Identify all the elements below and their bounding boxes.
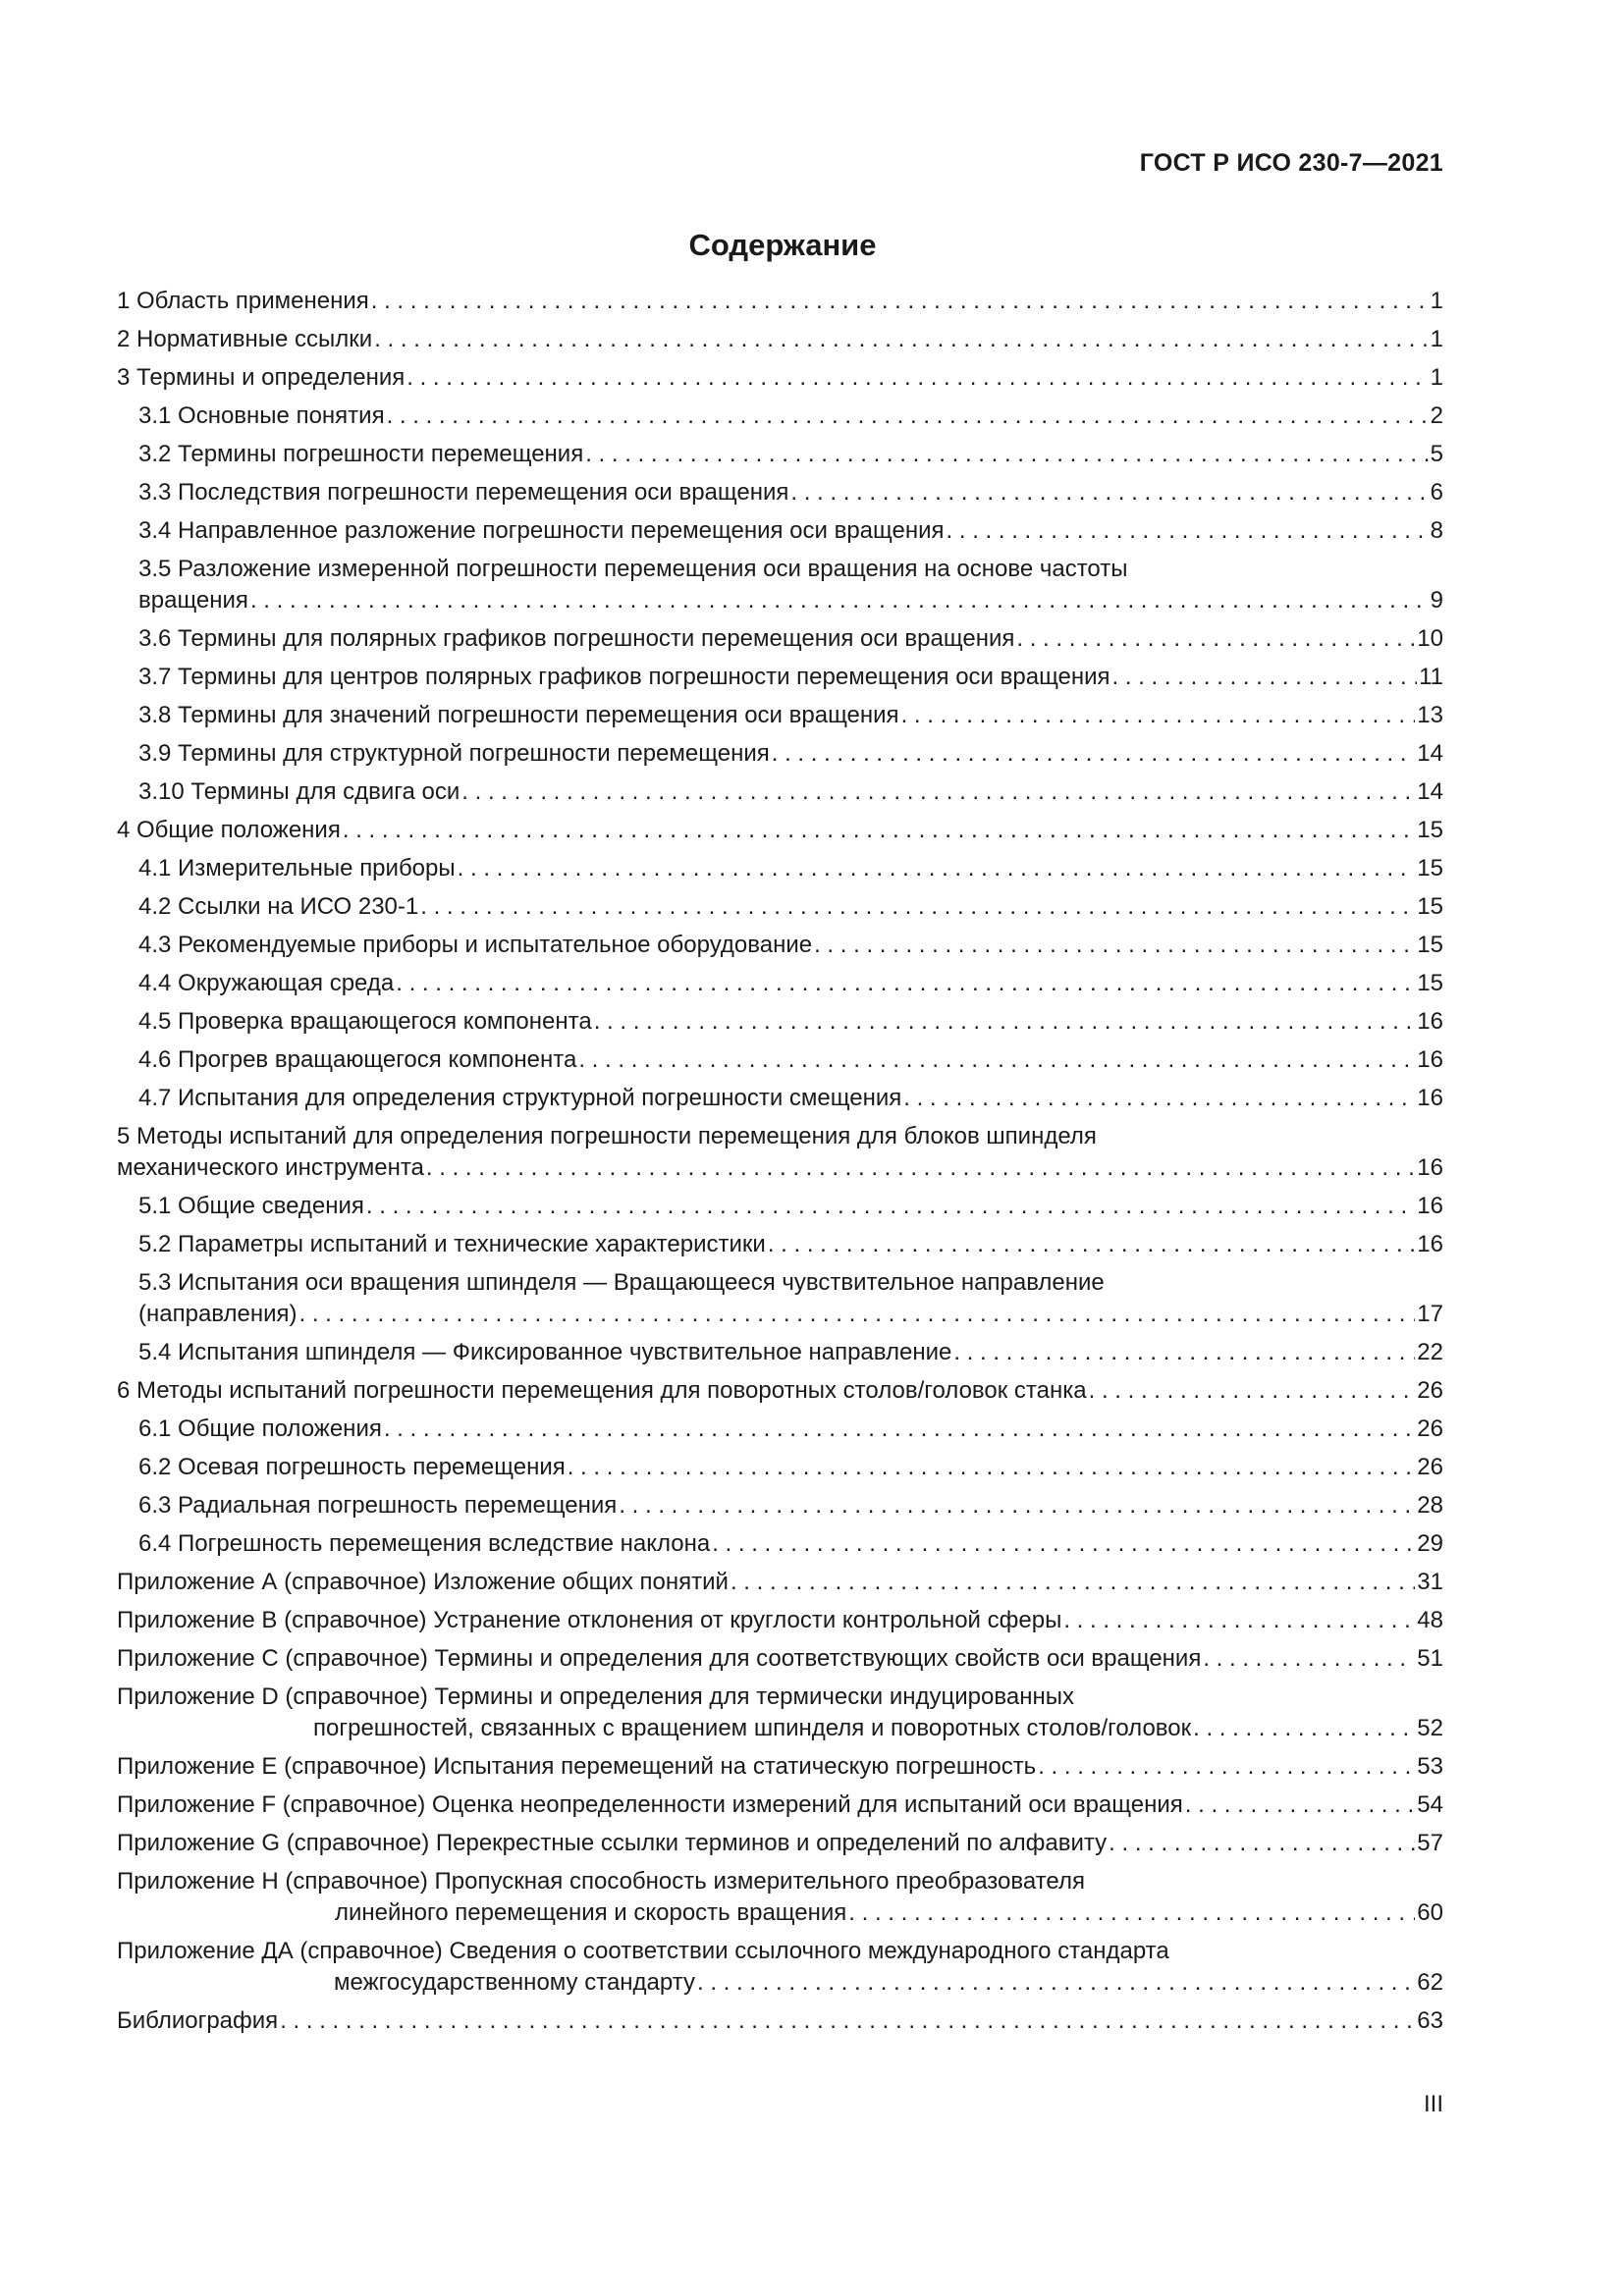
dot-leader xyxy=(947,515,1429,547)
toc-entry[interactable] xyxy=(117,1121,1443,1184)
toc-entry-page: 1 xyxy=(1430,364,1443,391)
toc-entry-title: Приложение А (справочное) Изложение общих понятий xyxy=(117,1569,729,1595)
toc-entry-page: 2 xyxy=(1430,402,1443,429)
toc-entry-title: 3.1 Основные понятия xyxy=(138,402,385,429)
toc-entry[interactable] xyxy=(117,554,1443,616)
toc-title: Содержание xyxy=(688,228,877,262)
toc-entry[interactable] xyxy=(117,2005,1443,2037)
dot-leader xyxy=(406,362,1428,394)
toc-entry-title: 2 Нормативные ссылки xyxy=(117,326,373,352)
toc-entry-title: 3.7 Термины для центров полярных графиков погрешности перемещения оси вращения xyxy=(138,664,1110,690)
dot-leader xyxy=(772,738,1416,770)
dot-leader xyxy=(1185,1789,1416,1821)
toc-entry[interactable] xyxy=(117,1789,1443,1821)
dot-leader xyxy=(585,439,1428,470)
toc-entry-title: 4.2 Ссылки на ИСО 230-1 xyxy=(138,893,419,920)
dot-leader xyxy=(384,1414,1415,1445)
dot-leader xyxy=(461,776,1415,808)
toc-entry-page: 15 xyxy=(1417,817,1443,843)
dot-leader xyxy=(578,1044,1415,1076)
toc-entry-page: 16 xyxy=(1417,1154,1443,1181)
toc-entry-page: 52 xyxy=(1417,1715,1443,1741)
toc-entry-page: 10 xyxy=(1417,625,1443,652)
toc-entry-page: 15 xyxy=(1417,855,1443,881)
toc-entry[interactable] xyxy=(117,1375,1443,1407)
toc-entry-title: 3.4 Направленное разложение погрешности перемещения оси вращения xyxy=(138,517,945,544)
toc-entry[interactable] xyxy=(117,1006,1443,1038)
dot-leader xyxy=(250,585,1429,616)
dot-leader xyxy=(420,891,1415,923)
toc-entry[interactable] xyxy=(117,1682,1443,1744)
toc-entry[interactable] xyxy=(117,400,1443,432)
dot-leader xyxy=(343,815,1415,846)
toc-entry-title: Приложение ДА (справочное) Сведения о соответствии ссылочного международного стандарта xyxy=(117,1938,1169,1964)
toc-entry-title: 3.8 Термины для значений погрешности перемещения оси вращения xyxy=(138,702,899,728)
dot-leader xyxy=(712,1528,1415,1560)
toc-entry-title: погрешностей, связанных с вращением шпинделя и поворотных столов/головок xyxy=(313,1715,1192,1741)
dot-leader xyxy=(1038,1751,1415,1783)
toc-entry-page: 16 xyxy=(1417,1008,1443,1035)
toc-entry-page: 48 xyxy=(1417,1607,1443,1633)
toc-entry[interactable] xyxy=(117,324,1443,355)
toc-entry-title: 3 Термины и определения xyxy=(117,364,406,391)
toc-entry-title: 3.3 Последствия погрешности перемещения оси вращения xyxy=(138,479,789,506)
toc-entry[interactable] xyxy=(117,1267,1443,1330)
toc-entry-page: 57 xyxy=(1417,1830,1443,1856)
toc-entry[interactable] xyxy=(117,1044,1443,1076)
document-id-header: ГОСТ Р ИСО 230-7—2021 xyxy=(1139,149,1443,177)
toc-entry-page: 11 xyxy=(1419,664,1443,690)
toc-entry-title: 6.1 Общие положения xyxy=(138,1415,382,1442)
toc-entry-title: (направления) xyxy=(138,1301,298,1327)
toc-entry[interactable] xyxy=(117,776,1443,808)
toc-entry[interactable] xyxy=(117,1828,1443,1859)
toc-entry-title: Приложение D (справочное) Термины и определения для термически индуцированных xyxy=(117,1683,1074,1710)
toc-entry-title: Приложение Н (справочное) Пропускная способность измерительного преобразователя xyxy=(117,1868,1085,1895)
toc-entry-title: 6.3 Радиальная погрешность перемещения xyxy=(138,1492,618,1519)
dot-leader xyxy=(458,853,1416,884)
toc-entry-page: 14 xyxy=(1417,740,1443,767)
toc-entry-title: 5.3 Испытания оси вращения шпинделя — Вращающееся чувствительное направление xyxy=(138,1269,1105,1296)
toc-entry-title: линейного перемещения и скорость вращения xyxy=(335,1899,847,1926)
toc-entry-title: 4 Общие положения xyxy=(117,817,341,843)
toc-entry[interactable] xyxy=(117,1567,1443,1598)
toc-entry[interactable] xyxy=(117,477,1443,508)
dot-leader xyxy=(594,1006,1416,1038)
toc-entry-page: 15 xyxy=(1417,970,1443,996)
toc-entry[interactable] xyxy=(117,853,1443,884)
dot-leader xyxy=(280,2005,1415,2037)
toc-entry-page: 60 xyxy=(1417,1899,1443,1926)
toc-entry-page: 28 xyxy=(1417,1492,1443,1519)
toc-entry-page: 5 xyxy=(1430,441,1443,467)
toc-entry-page: 1 xyxy=(1430,326,1443,352)
toc-entry[interactable] xyxy=(117,1751,1443,1783)
dot-leader xyxy=(901,700,1416,731)
dot-leader xyxy=(619,1490,1415,1522)
toc-entry[interactable] xyxy=(117,738,1443,770)
toc-entry-title: 6.2 Осевая погрешность перемещения xyxy=(138,1454,566,1480)
dot-leader xyxy=(697,1967,1415,1999)
toc-entry-page: 26 xyxy=(1417,1454,1443,1480)
dot-leader xyxy=(814,930,1415,961)
toc-entry-page: 14 xyxy=(1417,778,1443,805)
dot-leader xyxy=(731,1567,1415,1598)
toc-entry-title: 4.3 Рекомендуемые приборы и испытательное оборудование xyxy=(138,932,813,958)
toc-entry-title: Приложение С (справочное) Термины и определения для соответствующих свойств оси вращения xyxy=(117,1645,1202,1672)
toc-entry-page: 54 xyxy=(1417,1791,1443,1818)
dot-leader xyxy=(387,400,1429,432)
toc-entry[interactable] xyxy=(117,815,1443,846)
dot-leader xyxy=(1109,1828,1415,1859)
toc-entry[interactable] xyxy=(117,286,1443,317)
toc-entry-page: 29 xyxy=(1417,1530,1443,1557)
dot-leader xyxy=(568,1452,1416,1483)
toc-entry-page: 17 xyxy=(1417,1301,1443,1327)
toc-entry[interactable] xyxy=(117,515,1443,547)
dot-leader xyxy=(1016,623,1415,655)
toc-entry-page: 22 xyxy=(1417,1339,1443,1365)
toc-entry-page: 8 xyxy=(1430,517,1443,544)
dot-leader xyxy=(903,1083,1415,1114)
table-of-contents xyxy=(117,286,1443,2044)
dot-leader xyxy=(953,1337,1415,1368)
toc-entry-title: 5.4 Испытания шпинделя — Фиксированное чувствительное направление xyxy=(138,1339,952,1365)
toc-entry-title: Приложение F (справочное) Оценка неопределенности измерений для испытаний оси вращения xyxy=(117,1791,1183,1818)
toc-entry-title: 5.1 Общие сведения xyxy=(138,1193,364,1219)
toc-entry[interactable] xyxy=(117,700,1443,731)
dot-leader xyxy=(366,1191,1415,1222)
toc-entry-title: Приложение В (справочное) Устранение отклонения от круглости контрольной сферы xyxy=(117,1607,1062,1633)
dot-leader xyxy=(426,1152,1415,1184)
toc-entry-title: 3.10 Термины для сдвига оси xyxy=(138,778,460,805)
toc-entry-page: 16 xyxy=(1417,1231,1443,1257)
toc-entry[interactable] xyxy=(117,1490,1443,1522)
toc-entry-page: 63 xyxy=(1417,2007,1443,2034)
toc-entry[interactable] xyxy=(117,1414,1443,1445)
toc-entry-page: 9 xyxy=(1430,587,1443,614)
dot-leader xyxy=(1063,1605,1415,1636)
dot-leader xyxy=(374,324,1428,355)
toc-entry[interactable] xyxy=(117,1528,1443,1560)
toc-entry-title: 4.6 Прогрев вращающегося компонента xyxy=(138,1046,577,1073)
toc-entry-title: 4.4 Окружающая среда xyxy=(138,970,395,996)
toc-entry-title: 3.5 Разложение измеренной погрешности перемещения оси вращения на основе частоты xyxy=(138,556,1128,582)
toc-entry-page: 53 xyxy=(1417,1753,1443,1780)
toc-entry[interactable] xyxy=(117,1605,1443,1636)
toc-entry-title: 4.7 Испытания для определения структурной погрешности смещения xyxy=(138,1085,902,1111)
toc-entry[interactable] xyxy=(117,1191,1443,1222)
toc-entry-title: 4.5 Проверка вращающегося компонента xyxy=(138,1008,592,1035)
toc-entry[interactable] xyxy=(117,930,1443,961)
toc-entry[interactable] xyxy=(117,362,1443,394)
dot-leader xyxy=(1203,1643,1415,1675)
toc-entry-title: вращения xyxy=(138,587,248,614)
toc-entry-title: межгосударственному стандарту xyxy=(334,1969,695,1996)
toc-entry[interactable] xyxy=(117,968,1443,999)
toc-entry-title: 5.2 Параметры испытаний и технические характеристики xyxy=(138,1231,766,1257)
page-number: III xyxy=(1423,2091,1443,2117)
toc-entry[interactable] xyxy=(117,1337,1443,1368)
toc-entry-page: 62 xyxy=(1417,1969,1443,1996)
toc-entry-page: 15 xyxy=(1417,932,1443,958)
toc-entry-page: 16 xyxy=(1417,1193,1443,1219)
toc-entry-title: 1 Область применения xyxy=(117,288,369,314)
toc-entry[interactable] xyxy=(117,1083,1443,1114)
toc-entry-title: 3.6 Термины для полярных графиков погрешности перемещения оси вращения xyxy=(138,625,1015,652)
toc-entry-page: 26 xyxy=(1417,1415,1443,1442)
toc-entry-title: Приложение G (справочное) Перекрестные ссылки терминов и определений по алфавиту xyxy=(117,1830,1108,1856)
toc-entry[interactable] xyxy=(117,662,1443,693)
toc-entry[interactable] xyxy=(117,1229,1443,1260)
toc-entry-page: 6 xyxy=(1430,479,1443,506)
toc-entry[interactable] xyxy=(117,623,1443,655)
toc-entry-title: 3.2 Термины погрешности перемещения xyxy=(138,441,584,467)
toc-entry-page: 15 xyxy=(1417,893,1443,920)
dot-leader xyxy=(848,1897,1415,1929)
toc-entry-title: 5 Методы испытаний для определения погрешности перемещения для блоков шпинделя xyxy=(117,1123,1097,1149)
toc-entry-page: 16 xyxy=(1417,1046,1443,1073)
dot-leader xyxy=(1112,662,1418,693)
toc-entry[interactable] xyxy=(117,891,1443,923)
toc-entry-title: Приложение Е (справочное) Испытания перемещений на статическую погрешность xyxy=(117,1753,1037,1780)
toc-entry[interactable] xyxy=(117,1643,1443,1675)
dot-leader xyxy=(768,1229,1415,1260)
dot-leader xyxy=(790,477,1428,508)
toc-entry-title: 3.9 Термины для структурной погрешности перемещения xyxy=(138,740,770,767)
dot-leader xyxy=(298,1299,1415,1330)
dot-leader xyxy=(1193,1713,1415,1744)
toc-entry-title: Библиография xyxy=(117,2007,279,2034)
toc-entry-page: 13 xyxy=(1417,702,1443,728)
toc-entry[interactable] xyxy=(117,1452,1443,1483)
toc-entry-page: 16 xyxy=(1417,1085,1443,1111)
toc-entry[interactable] xyxy=(117,1936,1443,1999)
toc-entry-title: 6.4 Погрешность перемещения вследствие наклона xyxy=(138,1530,711,1557)
dot-leader xyxy=(1089,1375,1416,1407)
toc-entry[interactable] xyxy=(117,1866,1443,1929)
toc-entry-page: 26 xyxy=(1417,1377,1443,1404)
toc-entry-title: механического инструмента xyxy=(117,1154,424,1181)
toc-entry-page: 1 xyxy=(1430,288,1443,314)
toc-entry-title: 4.1 Измерительные приборы xyxy=(138,855,456,881)
toc-entry[interactable] xyxy=(117,439,1443,470)
toc-entry-title: 6 Методы испытаний погрешности перемещения для поворотных столов/головок станка xyxy=(117,1377,1087,1404)
toc-entry-page: 31 xyxy=(1417,1569,1443,1595)
dot-leader xyxy=(396,968,1415,999)
dot-leader xyxy=(371,286,1429,317)
toc-entry-page: 51 xyxy=(1417,1645,1443,1672)
